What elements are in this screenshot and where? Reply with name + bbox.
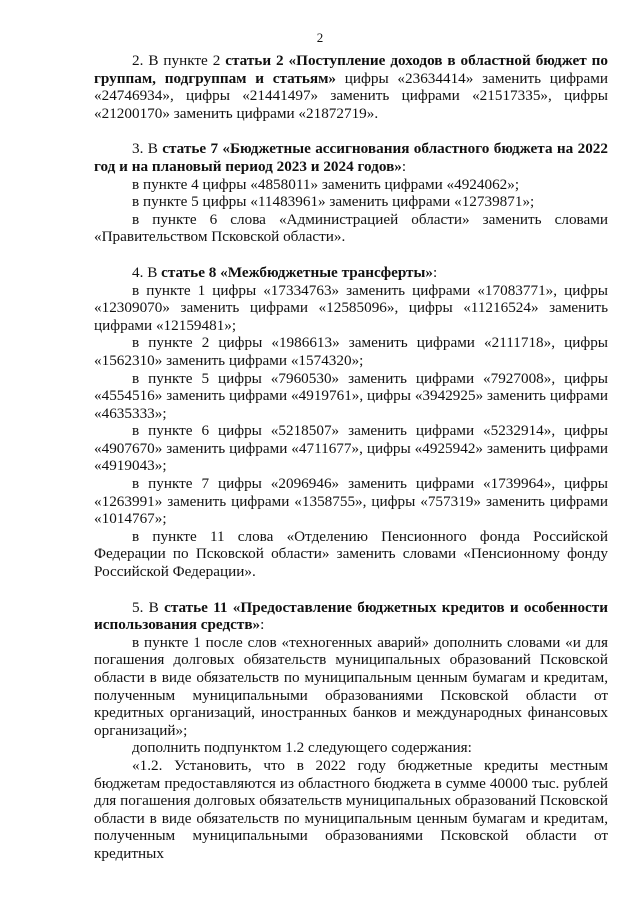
section-3: 3. В статье 7 «Бюджетные ассигнования областного бюджета на 2022 год и на плановый период 2023 и 2024 годов»:: [94, 140, 608, 175]
section-2-title: статьи 2 «Поступление доходов в областной бюджет по группам, подгруппам и статьям»: [94, 52, 608, 87]
section-3-title: статье 7 «Бюджетные ассигнования областного бюджета на 2022 год и на плановый период 2023 и 2024 годов»: [94, 140, 608, 175]
section-5-number: 5. В: [132, 598, 165, 616]
section-5: 5. В статье 11 «Предоставление бюджетных кредитов и особенности использования средств»:: [94, 598, 608, 634]
section-5-item: дополнить подпунктом 1.2 следующего содержания:: [132, 739, 472, 757]
section-4-item: в пункте 2 цифры «1986613» заменить цифрами «2111718», цифры «1562310» заменить цифрами «1574320»;: [94, 334, 608, 369]
section-2: [94, 52, 608, 122]
section-3-item: в пункте 6 слова «Администрацией области» заменить словами «Правительством Псковской области».: [94, 210, 608, 246]
section-4: 4. В статье 8 «Межбюджетные трансферты»:: [132, 263, 438, 281]
section-2-number: 2. В пункте 2: [132, 52, 226, 69]
section-3-item: в пункте 4 цифры «4858011» заменить цифрами «4924062»;: [132, 175, 520, 193]
section-4-item: в пункте 5 цифры «7960530» заменить цифрами «7927008», цифры «4554516» заменить цифрами «4919761», цифры «3942925» заменить цифрами «4635333»;: [94, 369, 608, 422]
section-3-number: 3. В: [132, 140, 163, 158]
section-4-title: статье 8 «Межбюджетные трансферты»: [161, 263, 433, 281]
section-4-item: в пункте 1 цифры «17334763» заменить цифрами «17083771», цифры «12309070» заменить цифрами «12585096», цифры «11216524» заменить цифрами «12159481»;: [94, 281, 608, 334]
section-4-number: 4. В: [132, 263, 162, 281]
section-5-item: в пункте 1 после слов «техногенных аварий» дополнить словами «и для погашения долговых обязательств муниципальных образований Псковской области в виде обязательств по муниципальным ценным бумагам и кредитам, полученным муниципальными образованиями Псковской области от кредитных организаций, иностранных банков и международных финансовых организаций»;: [94, 633, 608, 739]
section-2-text: цифры «23634414» заменить цифрами «24746934», цифры «21441497» заменить цифрами «21517335», цифры «21200170» заменить цифрами «21872719».: [94, 69, 608, 122]
page-number: 2: [316, 30, 324, 45]
section-5-title: статье 11 «Предоставление бюджетных кредитов и особенности использования средств»: [94, 598, 608, 634]
section-4-item: в пункте 6 цифры «5218507» заменить цифрами «5232914», цифры «4907670» заменить цифрами «4711677», цифры «4925942» заменить цифрами «4919043»;: [94, 422, 608, 475]
section-5-item: «1.2. Установить, что в 2022 году бюджетные кредиты местным бюджетам предоставляются из областного бюджета в сумме 40000 тыс. рублей для погашения долговых обязательств муниципальных образований Псковской области в виде обязательств по муниципальным ценным бумагам и кредитам, полученным муниципальными образованиями Псковской области от кредитных: [94, 756, 608, 862]
document-body: [94, 52, 608, 863]
section-4-item: в пункте 11 слова «Отделению Пенсионного фонда Российской Федерации по Псковской области» заменить словами «Пенсионному фонду Российской Федерации».: [94, 527, 608, 581]
section-3-item: в пункте 5 цифры «11483961» заменить цифрами «12739871»;: [132, 193, 535, 211]
section-4-item: в пункте 7 цифры «2096946» заменить цифрами «1739964», цифры «1263991» заменить цифрами «1358755», цифры «757319» заменить цифрами «1014767»;: [94, 475, 608, 528]
